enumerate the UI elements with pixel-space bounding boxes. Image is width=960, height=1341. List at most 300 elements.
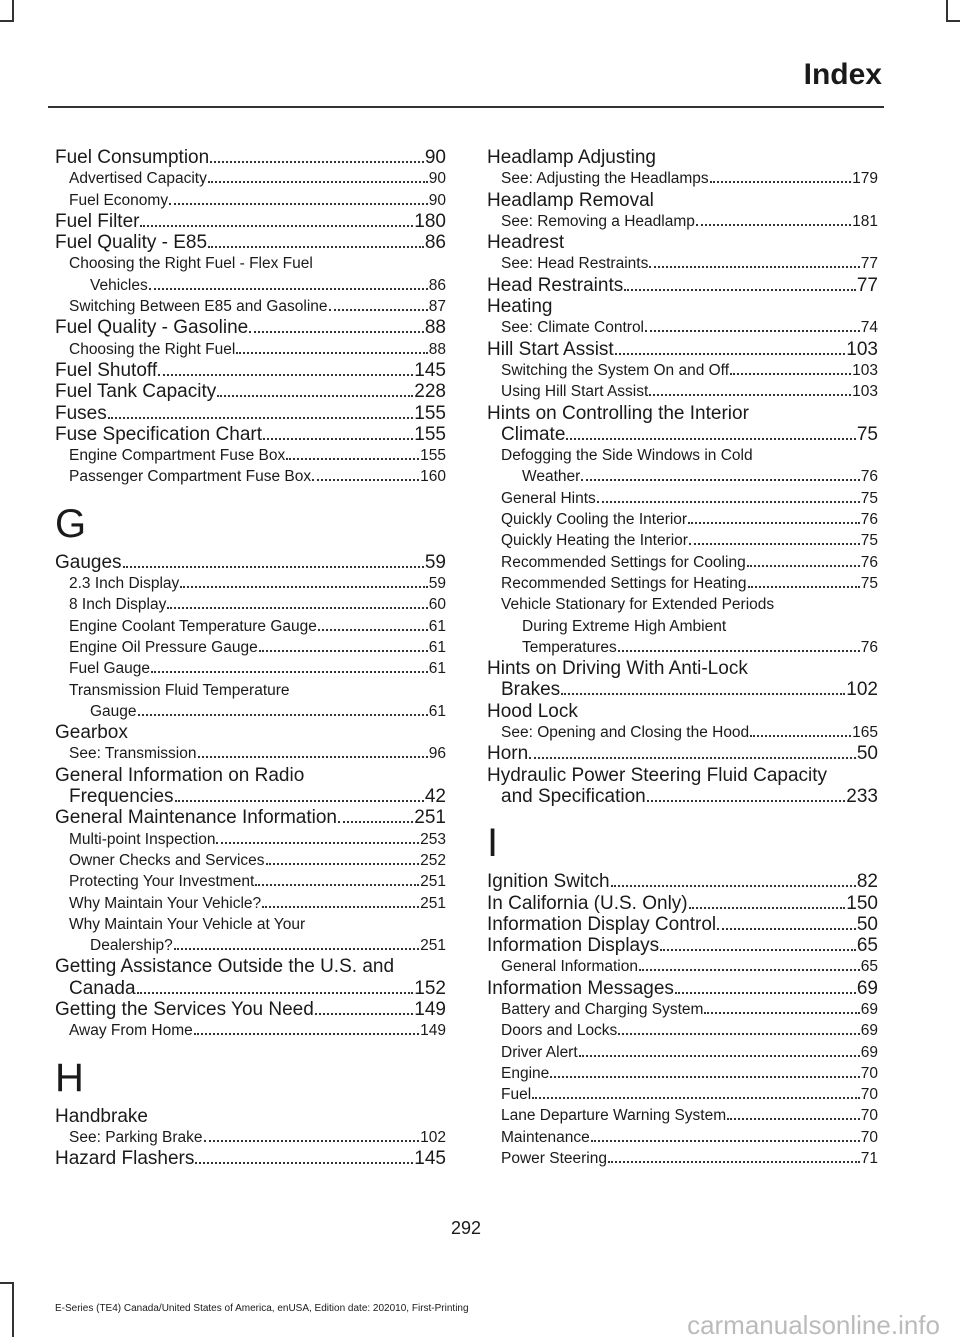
dot-leader	[198, 756, 428, 758]
entry-label: During Extreme High Ambient	[522, 617, 727, 635]
entry-line	[55, 978, 446, 999]
entry-label: Getting Assistance Outside the U.S. and	[55, 956, 395, 978]
entry-line	[487, 317, 878, 338]
dot-leader	[149, 288, 428, 290]
entry-label: See: Removing a Headlamp	[501, 212, 695, 230]
entry-label: Fuel Shutoff	[55, 359, 158, 381]
entry-label: General Maintenance Information	[55, 807, 337, 829]
entry-label: Owner Checks and Services	[69, 851, 265, 869]
entry-label: Climate	[501, 423, 566, 445]
entry-line	[487, 466, 878, 487]
entry-page: 155	[414, 402, 446, 424]
dot-leader	[208, 181, 428, 183]
entry-line	[55, 1127, 446, 1148]
entry-label: Weather	[522, 468, 581, 486]
dot-leader	[591, 1140, 860, 1142]
entry-page: 149	[420, 1022, 446, 1040]
entry-line	[55, 594, 446, 615]
entry-line	[487, 190, 878, 211]
entry-page: 70	[860, 1128, 878, 1146]
dot-leader	[597, 501, 860, 503]
entry-page: 42	[424, 786, 446, 808]
index-entry[interactable]	[487, 935, 878, 956]
index-entry[interactable]	[487, 956, 878, 977]
entry-line	[487, 1063, 878, 1084]
entry-page: 61	[428, 617, 446, 635]
entry-label: Engine Coolant Temperature Gauge	[69, 617, 317, 635]
entry-label: Fuel Tank Capacity	[55, 381, 217, 403]
index-entry[interactable]	[55, 445, 446, 466]
index-entry[interactable]	[55, 466, 446, 487]
entry-line	[55, 360, 446, 381]
dot-leader	[151, 671, 428, 673]
dot-leader	[315, 1013, 414, 1015]
entry-line	[487, 339, 878, 360]
dot-leader	[123, 566, 424, 568]
index-entry[interactable]	[55, 190, 446, 211]
entry-line	[55, 893, 446, 914]
entry-page: 59	[428, 575, 446, 593]
entry-line	[487, 616, 878, 637]
dot-leader	[748, 586, 860, 588]
entry-label: Ignition Switch	[487, 871, 610, 893]
entry-line	[487, 488, 878, 509]
dot-leader	[608, 1161, 860, 1163]
dot-leader	[618, 650, 860, 652]
entry-label: Head Restraints	[487, 274, 624, 296]
entry-line	[55, 275, 446, 296]
index-entry[interactable]	[55, 552, 446, 573]
entry-line	[55, 786, 446, 807]
entry-label: 8 Inch Display	[69, 596, 167, 614]
entry-line	[55, 211, 446, 232]
entry-page: 160	[420, 468, 446, 486]
entry-label: Lane Departure Warning System	[501, 1107, 727, 1125]
index-entry[interactable]	[487, 594, 878, 658]
entry-label: Hydraulic Power Steering Fluid Capacity	[487, 764, 828, 786]
watermark: carmanualsonline.info	[687, 1310, 940, 1340]
entry-line	[55, 680, 446, 701]
index-entry[interactable]	[487, 275, 878, 296]
index-entry[interactable]	[487, 722, 878, 743]
entry-label: Power Steering	[501, 1150, 607, 1168]
header-rule	[48, 106, 884, 108]
index-entry[interactable]	[55, 211, 446, 232]
entry-line	[55, 339, 446, 360]
dot-leader	[710, 181, 851, 183]
entry-label: Vehicles	[90, 276, 148, 294]
entry-line	[487, 424, 878, 445]
index-entry[interactable]	[487, 658, 878, 701]
entry-line	[487, 679, 878, 700]
dot-leader	[262, 906, 419, 908]
index-entry[interactable]	[55, 573, 446, 594]
entry-page: 252	[420, 851, 446, 869]
dot-leader	[649, 266, 859, 268]
index-entry[interactable]	[487, 147, 878, 168]
index-entry[interactable]	[487, 893, 878, 914]
entry-line	[487, 786, 878, 807]
entry-line	[487, 232, 878, 253]
index-entry[interactable]	[55, 1148, 446, 1169]
index-entry[interactable]	[487, 296, 878, 317]
entry-label: Driver Alert	[501, 1043, 578, 1061]
entry-page: 251	[420, 894, 446, 912]
entry-label: Headlamp Removal	[487, 189, 654, 211]
dot-leader	[689, 543, 860, 545]
dot-leader	[730, 373, 851, 375]
index-entry[interactable]	[487, 1127, 878, 1148]
index-entry[interactable]	[487, 190, 878, 211]
dot-leader	[532, 1097, 860, 1099]
index-entry[interactable]	[55, 829, 446, 850]
entry-label: Recommended Settings for Cooling	[501, 553, 746, 571]
entry-page: 251	[420, 873, 446, 891]
entry-label: See: Adjusting the Headlamps	[501, 170, 709, 188]
entry-label: Engine Oil Pressure Gauge	[69, 638, 258, 656]
entry-page: 50	[856, 743, 878, 765]
dot-leader	[138, 714, 428, 716]
dot-leader	[263, 438, 413, 440]
index-entry[interactable]	[487, 339, 878, 360]
entry-line	[55, 701, 446, 722]
entry-page: 90	[428, 191, 446, 209]
index-entry[interactable]	[487, 1105, 878, 1126]
index-entry[interactable]	[55, 658, 446, 679]
entry-label: Fuse Specification Chart	[55, 423, 262, 445]
page-title: Index	[803, 58, 882, 91]
entry-page: 228	[414, 381, 446, 403]
entry-page: 155	[420, 447, 446, 465]
entry-label: Canada	[69, 977, 136, 999]
entry-label: Away From Home	[69, 1022, 193, 1040]
entry-line	[487, 594, 878, 615]
entry-page: 61	[428, 638, 446, 656]
index-entry[interactable]	[55, 637, 446, 658]
dot-leader	[158, 374, 413, 376]
dot-leader	[175, 800, 424, 802]
entry-label: Heating	[487, 296, 553, 318]
entry-page: 75	[860, 574, 878, 592]
index-entry[interactable]	[487, 403, 878, 446]
entry-line	[487, 509, 878, 530]
entry-line	[55, 871, 446, 892]
entry-line	[55, 722, 446, 743]
index-entry[interactable]	[487, 360, 878, 381]
index-entry[interactable]	[55, 893, 446, 914]
entry-line	[55, 147, 446, 168]
index-entry[interactable]	[487, 1084, 878, 1105]
dot-leader	[338, 821, 413, 823]
entry-line	[487, 871, 878, 892]
entry-label: Headlamp Adjusting	[487, 147, 656, 168]
entry-label: Fuel Gauge	[69, 660, 150, 678]
dot-leader	[624, 289, 856, 291]
entry-page: 60	[428, 596, 446, 614]
entry-page: 69	[860, 1022, 878, 1040]
entry-line	[487, 1084, 878, 1105]
index-entry[interactable]	[487, 445, 878, 488]
index-entry[interactable]	[487, 552, 878, 573]
entry-line	[487, 935, 878, 956]
section-letter: G	[55, 501, 87, 546]
entry-line	[487, 530, 878, 551]
index-entry[interactable]	[55, 871, 446, 892]
entry-label: Switching the System On and Off	[501, 361, 730, 379]
index-entry[interactable]	[55, 616, 446, 637]
entry-label: Dealership?	[90, 937, 173, 955]
entry-label: Information Display Control	[487, 913, 717, 935]
entry-label: Choosing the Right Fuel - Flex Fuel	[69, 255, 313, 273]
index-entry[interactable]	[55, 232, 446, 253]
entry-label: Why Maintain Your Vehicle?	[69, 894, 262, 912]
index-entry[interactable]	[55, 743, 446, 764]
dot-leader	[561, 693, 845, 695]
index-entry[interactable]	[55, 1127, 446, 1148]
index-entry[interactable]	[487, 253, 878, 274]
entry-line	[487, 765, 878, 786]
footer-edition: E-Series (TE4) Canada/United States of America, enUSA, Edition date: 202010, First-Printing	[55, 1303, 469, 1314]
dot-leader	[137, 992, 414, 994]
page-number: 292	[450, 1218, 482, 1238]
entry-page: 251	[420, 937, 446, 955]
index-entry[interactable]	[55, 680, 446, 723]
entry-page: 180	[414, 210, 446, 232]
index-entry[interactable]	[55, 147, 446, 168]
dot-leader	[216, 842, 419, 844]
entry-label: Quickly Cooling the Interior	[501, 511, 688, 529]
entry-line	[487, 275, 878, 296]
entry-line	[487, 743, 878, 764]
entry-label: Fuses	[55, 402, 107, 424]
entry-page: 149	[414, 998, 446, 1020]
dot-leader	[660, 949, 856, 951]
index-entry[interactable]	[55, 850, 446, 871]
index-entry[interactable]	[55, 956, 446, 999]
entry-line	[487, 445, 878, 466]
entry-label: Choosing the Right Fuel	[69, 340, 236, 358]
entry-line	[487, 381, 878, 402]
index-entry[interactable]	[487, 530, 878, 551]
entry-page: 103	[846, 338, 878, 360]
entry-page: 76	[860, 511, 878, 529]
entry-label: Battery and Charging System	[501, 1000, 704, 1018]
entry-line	[55, 829, 446, 850]
index-entry[interactable]	[55, 339, 446, 360]
index-entry[interactable]	[487, 232, 878, 253]
entry-line	[55, 573, 446, 594]
entry-line	[487, 403, 878, 424]
index-entry[interactable]	[55, 424, 446, 445]
entry-label: Fuel Filter	[55, 210, 140, 232]
entry-label: General Information on Radio	[55, 764, 305, 786]
entry-label: Protecting Your Investment	[69, 873, 255, 891]
entry-label: Getting the Services You Need	[55, 998, 314, 1020]
entry-line	[487, 722, 878, 743]
dot-leader	[689, 907, 846, 909]
index-entry[interactable]	[487, 1063, 878, 1084]
index-entry[interactable]	[487, 1042, 878, 1063]
entry-label: Hints on Controlling the Interior	[487, 402, 749, 424]
index-entry[interactable]	[55, 360, 446, 381]
index-entry[interactable]	[55, 381, 446, 402]
entry-line	[487, 168, 878, 189]
entry-line	[487, 1042, 878, 1063]
entry-label: Headrest	[487, 232, 565, 254]
entry-page: 181	[852, 212, 878, 230]
entry-label: Gauges	[55, 551, 122, 573]
entry-line	[487, 658, 878, 679]
entry-line	[487, 573, 878, 594]
entry-line	[487, 1148, 878, 1169]
dot-leader	[529, 757, 856, 759]
entry-line	[487, 999, 878, 1020]
entry-label: Defogging the Side Windows in Cold	[501, 447, 753, 465]
dot-leader	[259, 650, 428, 652]
entry-line	[487, 211, 878, 232]
dot-leader	[550, 1076, 859, 1078]
entry-label: Information Messages	[487, 977, 674, 999]
entry-label: 2.3 Inch Display	[69, 575, 180, 593]
index-entry[interactable]	[487, 765, 878, 808]
dot-leader	[675, 992, 856, 994]
dot-leader	[618, 1033, 859, 1035]
index-entry[interactable]	[55, 1106, 446, 1127]
entry-label: Hill Start Assist	[487, 338, 614, 360]
index-entry[interactable]	[55, 296, 446, 317]
entry-page: 102	[420, 1128, 446, 1146]
entry-page: 76	[860, 638, 878, 656]
entry-page: 233	[846, 785, 878, 807]
entry-line	[487, 914, 878, 935]
index-entry[interactable]	[55, 722, 446, 743]
section-letter: H	[55, 1055, 84, 1100]
entry-label: Gauge	[90, 702, 137, 720]
dot-leader	[611, 885, 856, 887]
entry-line	[487, 893, 878, 914]
index-entry[interactable]	[487, 914, 878, 935]
entry-page: 69	[856, 977, 878, 999]
dot-leader	[639, 969, 860, 971]
entry-line	[487, 360, 878, 381]
index-entry[interactable]	[55, 253, 446, 296]
entry-page: 76	[860, 553, 878, 571]
index-entry[interactable]	[55, 594, 446, 615]
entry-line	[55, 381, 446, 402]
entry-label: Temperatures	[522, 638, 617, 656]
entry-page: 69	[860, 1000, 878, 1018]
index-entry[interactable]	[487, 999, 878, 1020]
entry-line	[487, 978, 878, 999]
index-entry[interactable]	[55, 1020, 446, 1041]
index-entry[interactable]	[487, 317, 878, 338]
dot-leader	[204, 1140, 420, 1142]
index-entry[interactable]	[487, 701, 878, 722]
index-entry[interactable]	[55, 807, 446, 828]
index-entry[interactable]	[487, 978, 878, 999]
index-entry[interactable]	[487, 1020, 878, 1041]
dot-leader	[249, 331, 424, 333]
index-entry[interactable]	[55, 765, 446, 808]
index-entry[interactable]	[487, 509, 878, 530]
index-entry[interactable]	[55, 168, 446, 189]
index-entry[interactable]	[55, 914, 446, 957]
index-entry[interactable]	[487, 743, 878, 764]
dot-leader	[566, 438, 855, 440]
entry-label: Hints on Driving With Anti-Lock	[487, 658, 748, 680]
entry-label: Engine Compartment Fuse Box	[69, 447, 286, 465]
entry-page: 145	[414, 359, 446, 381]
entry-label: See: Opening and Closing the Hood	[501, 724, 750, 742]
entry-page: 71	[860, 1150, 878, 1168]
entry-line	[487, 637, 878, 658]
dot-leader	[236, 352, 427, 354]
entry-label: See: Head Restraints	[501, 255, 649, 273]
index-entry[interactable]	[487, 573, 878, 594]
dot-leader	[108, 417, 414, 419]
entry-page: 90	[424, 147, 446, 168]
entry-label: Fuel Quality - Gasoline	[55, 317, 249, 339]
dot-leader	[208, 246, 424, 248]
index-entry[interactable]	[487, 381, 878, 402]
dot-leader	[750, 735, 851, 737]
index-entry[interactable]	[55, 403, 446, 424]
entry-label: Why Maintain Your Vehicle at Your	[69, 915, 306, 933]
entry-line	[55, 253, 446, 274]
entry-page: 75	[856, 423, 878, 445]
index-column-left	[55, 147, 446, 1169]
dot-leader	[318, 629, 428, 631]
entry-line	[55, 850, 446, 871]
entry-line	[55, 190, 446, 211]
entry-label: Hood Lock	[487, 700, 578, 722]
entry-page: 69	[860, 1043, 878, 1061]
entry-label: General Hints	[501, 489, 596, 507]
entry-line	[487, 1127, 878, 1148]
entry-page: 75	[860, 489, 878, 507]
entry-page: 76	[860, 468, 878, 486]
index-entry[interactable]	[487, 211, 878, 232]
entry-label: Fuel	[501, 1086, 532, 1104]
entry-line	[55, 232, 446, 253]
index-entry[interactable]	[55, 999, 446, 1020]
entry-label: Advertised Capacity	[69, 170, 207, 188]
dot-leader	[169, 203, 428, 205]
entry-line	[55, 466, 446, 487]
entry-page: 152	[414, 977, 446, 999]
entry-page: 253	[420, 830, 446, 848]
index-entry[interactable]	[487, 168, 878, 189]
entry-line	[487, 1020, 878, 1041]
index-entry[interactable]	[487, 1148, 878, 1169]
entry-page: 102	[846, 679, 878, 701]
index-entry[interactable]	[487, 871, 878, 892]
entry-line	[55, 1106, 446, 1127]
entry-label: Quickly Heating the Interior	[501, 532, 688, 550]
entry-line	[55, 935, 446, 956]
index-entry[interactable]	[55, 317, 446, 338]
index-entry[interactable]	[487, 488, 878, 509]
entry-label: Switching Between E85 and Gasoline	[69, 298, 328, 316]
dot-leader	[217, 395, 413, 397]
dot-leader	[210, 161, 424, 163]
dot-leader	[180, 586, 427, 588]
entry-line	[55, 999, 446, 1020]
entry-page: 103	[852, 361, 878, 379]
entry-label: See: Climate Control	[501, 319, 645, 337]
entry-label: In California (U.S. Only)	[487, 892, 688, 914]
entry-page: 77	[860, 255, 878, 273]
